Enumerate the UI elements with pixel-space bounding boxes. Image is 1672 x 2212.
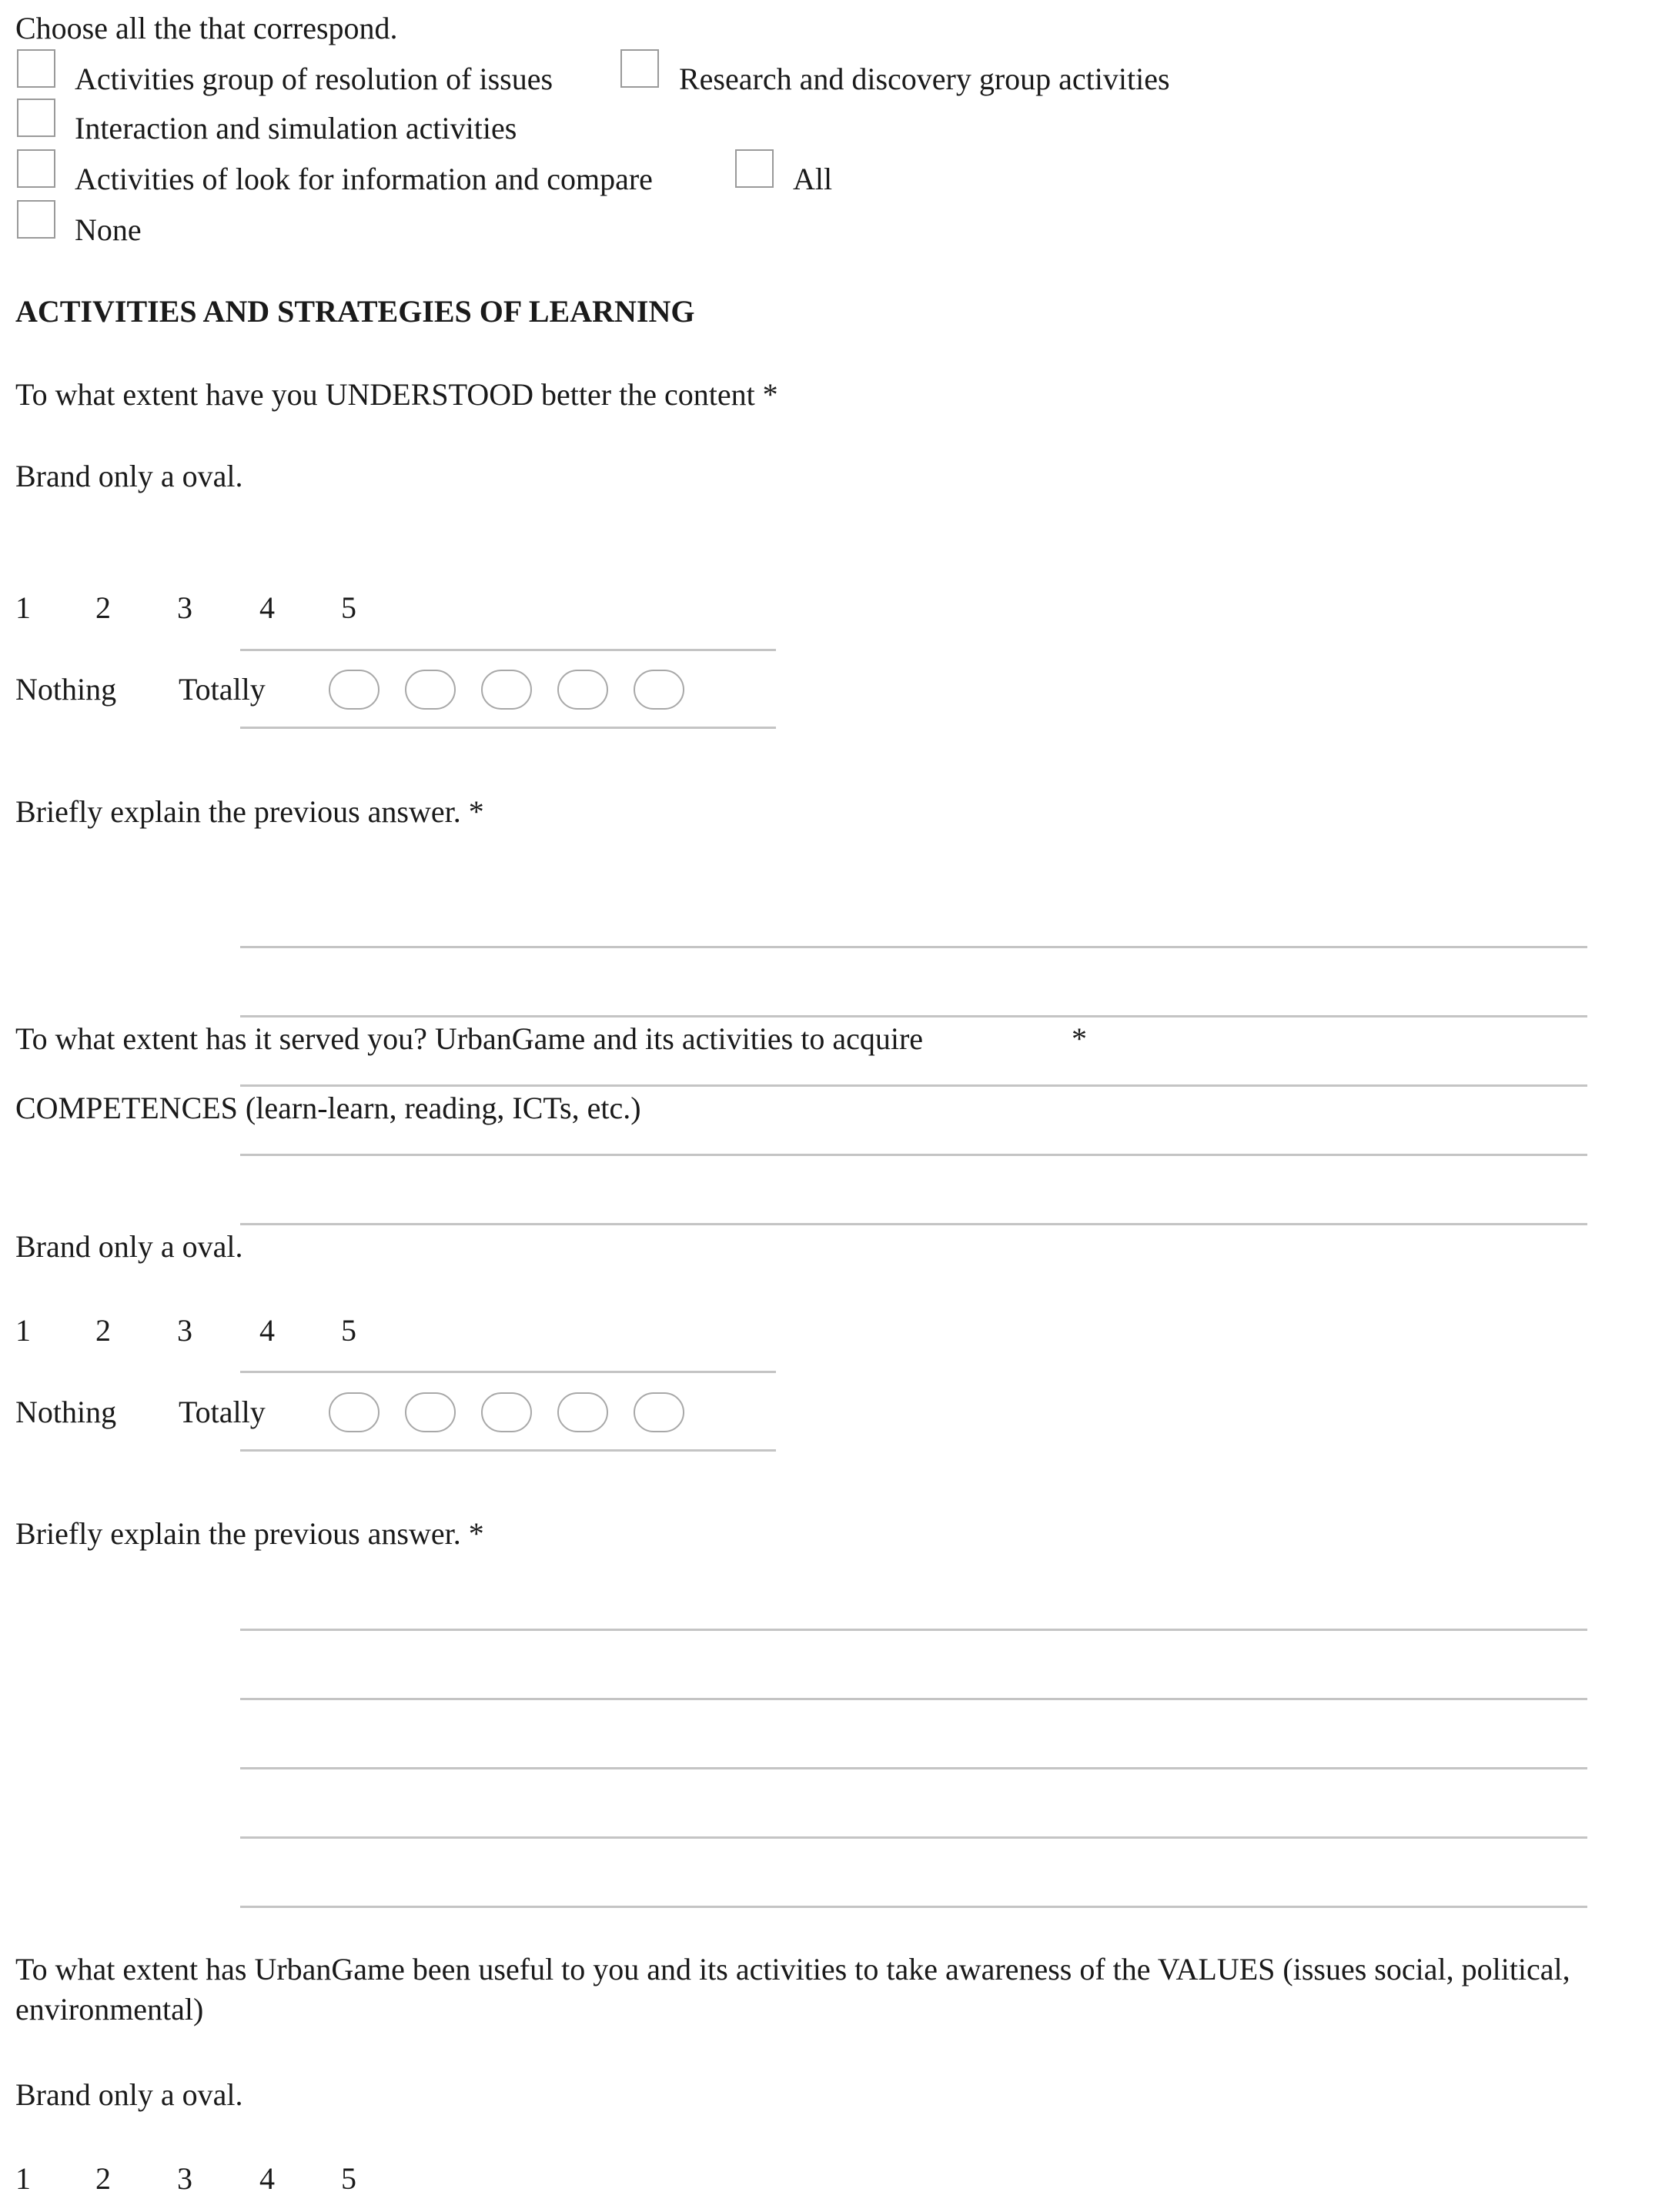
option-all: All: [793, 162, 833, 196]
section-title: ACTIVITIES AND STRATEGIES OF LEARNING: [15, 294, 695, 329]
competences-oval-4[interactable]: [557, 1392, 608, 1432]
competences-explain-label: Briefly explain the previous answer. *: [15, 1516, 484, 1551]
values-scale-4: 4: [259, 2161, 275, 2196]
understood-high-label: Totally: [179, 672, 266, 707]
understood-answer-line[interactable]: [240, 1154, 1587, 1156]
competences-scale-4: 4: [259, 1313, 275, 1348]
checkbox-research-discovery[interactable]: [620, 49, 659, 88]
checkbox-look-for-information[interactable]: [17, 149, 55, 188]
competences-question-line2: COMPETENCES (learn-learn, reading, ICTs, etc.): [15, 1089, 641, 1128]
option-none: None: [75, 212, 142, 247]
activities-instruction: Choose all the that correspond.: [15, 11, 398, 45]
understood-scale-2: 2: [95, 590, 111, 625]
understood-oval-2[interactable]: [405, 670, 456, 710]
understood-question: To what extent have you UNDERSTOOD better the content *: [15, 377, 778, 412]
option-research-discovery: Research and discovery group activities: [679, 62, 1170, 96]
competences-hint: Brand only a oval.: [15, 1229, 243, 1264]
competences-oval-2[interactable]: [405, 1392, 456, 1432]
values-scale-1: 1: [15, 2161, 31, 2196]
understood-oval-1[interactable]: [329, 670, 380, 710]
competences-answer-line[interactable]: [240, 1698, 1587, 1700]
understood-oval-5[interactable]: [634, 670, 684, 710]
competences-answer-line[interactable]: [240, 1767, 1587, 1769]
competences-required-mark: *: [1072, 1021, 1087, 1056]
understood-scale-3: 3: [177, 590, 192, 625]
understood-answer-line[interactable]: [240, 946, 1587, 948]
checkbox-interaction-simulation[interactable]: [17, 99, 55, 137]
understood-explain-label: Briefly explain the previous answer. *: [15, 794, 484, 829]
competences-scale-1: 1: [15, 1313, 31, 1348]
option-interaction-simulation: Interaction and simulation activities: [75, 111, 517, 145]
checkbox-resolution-of-issues[interactable]: [17, 49, 55, 88]
competences-high-label: Totally: [179, 1395, 266, 1429]
option-look-for-information: Activities of look for information and compare: [75, 162, 653, 196]
values-scale-3: 3: [177, 2161, 192, 2196]
understood-oval-3[interactable]: [481, 670, 532, 710]
competences-scale-bottom-rule: [240, 1449, 776, 1452]
understood-scale-top-rule: [240, 649, 776, 651]
competences-scale-2: 2: [95, 1313, 111, 1348]
competences-answer-line[interactable]: [240, 1836, 1587, 1839]
understood-scale-5: 5: [341, 590, 356, 625]
values-question: To what extent has UrbanGame been useful to you and its activities to take awareness of the VALUES (issues social, political, environmental): [15, 1952, 1570, 2027]
option-resolution-of-issues: Activities group of resolution of issues: [75, 62, 553, 96]
values-scale-5: 5: [341, 2161, 356, 2196]
competences-scale-3: 3: [177, 1313, 192, 1348]
competences-oval-1[interactable]: [329, 1392, 380, 1432]
understood-scale-4: 4: [259, 590, 275, 625]
understood-answer-line[interactable]: [240, 1084, 1587, 1087]
competences-scale-5: 5: [341, 1313, 356, 1348]
understood-low-label: Nothing: [15, 672, 117, 707]
understood-answer-line[interactable]: [240, 1223, 1587, 1225]
checkbox-none[interactable]: [17, 200, 55, 239]
understood-scale-1: 1: [15, 590, 31, 625]
competences-scale-top-rule: [240, 1371, 776, 1373]
competences-answer-line[interactable]: [240, 1906, 1587, 1908]
understood-scale-bottom-rule: [240, 727, 776, 729]
values-hint: Brand only a oval.: [15, 2077, 243, 2112]
competences-question-line1: To what extent has it served you? UrbanGame and its activities to acquire: [15, 1020, 923, 1058]
competences-low-label: Nothing: [15, 1395, 117, 1429]
values-scale-2: 2: [95, 2161, 111, 2196]
understood-oval-4[interactable]: [557, 670, 608, 710]
competences-oval-3[interactable]: [481, 1392, 532, 1432]
understood-hint: Brand only a oval.: [15, 459, 243, 493]
competences-answer-line[interactable]: [240, 1629, 1587, 1631]
competences-oval-5[interactable]: [634, 1392, 684, 1432]
checkbox-all[interactable]: [735, 149, 774, 188]
understood-answer-line[interactable]: [240, 1015, 1587, 1017]
